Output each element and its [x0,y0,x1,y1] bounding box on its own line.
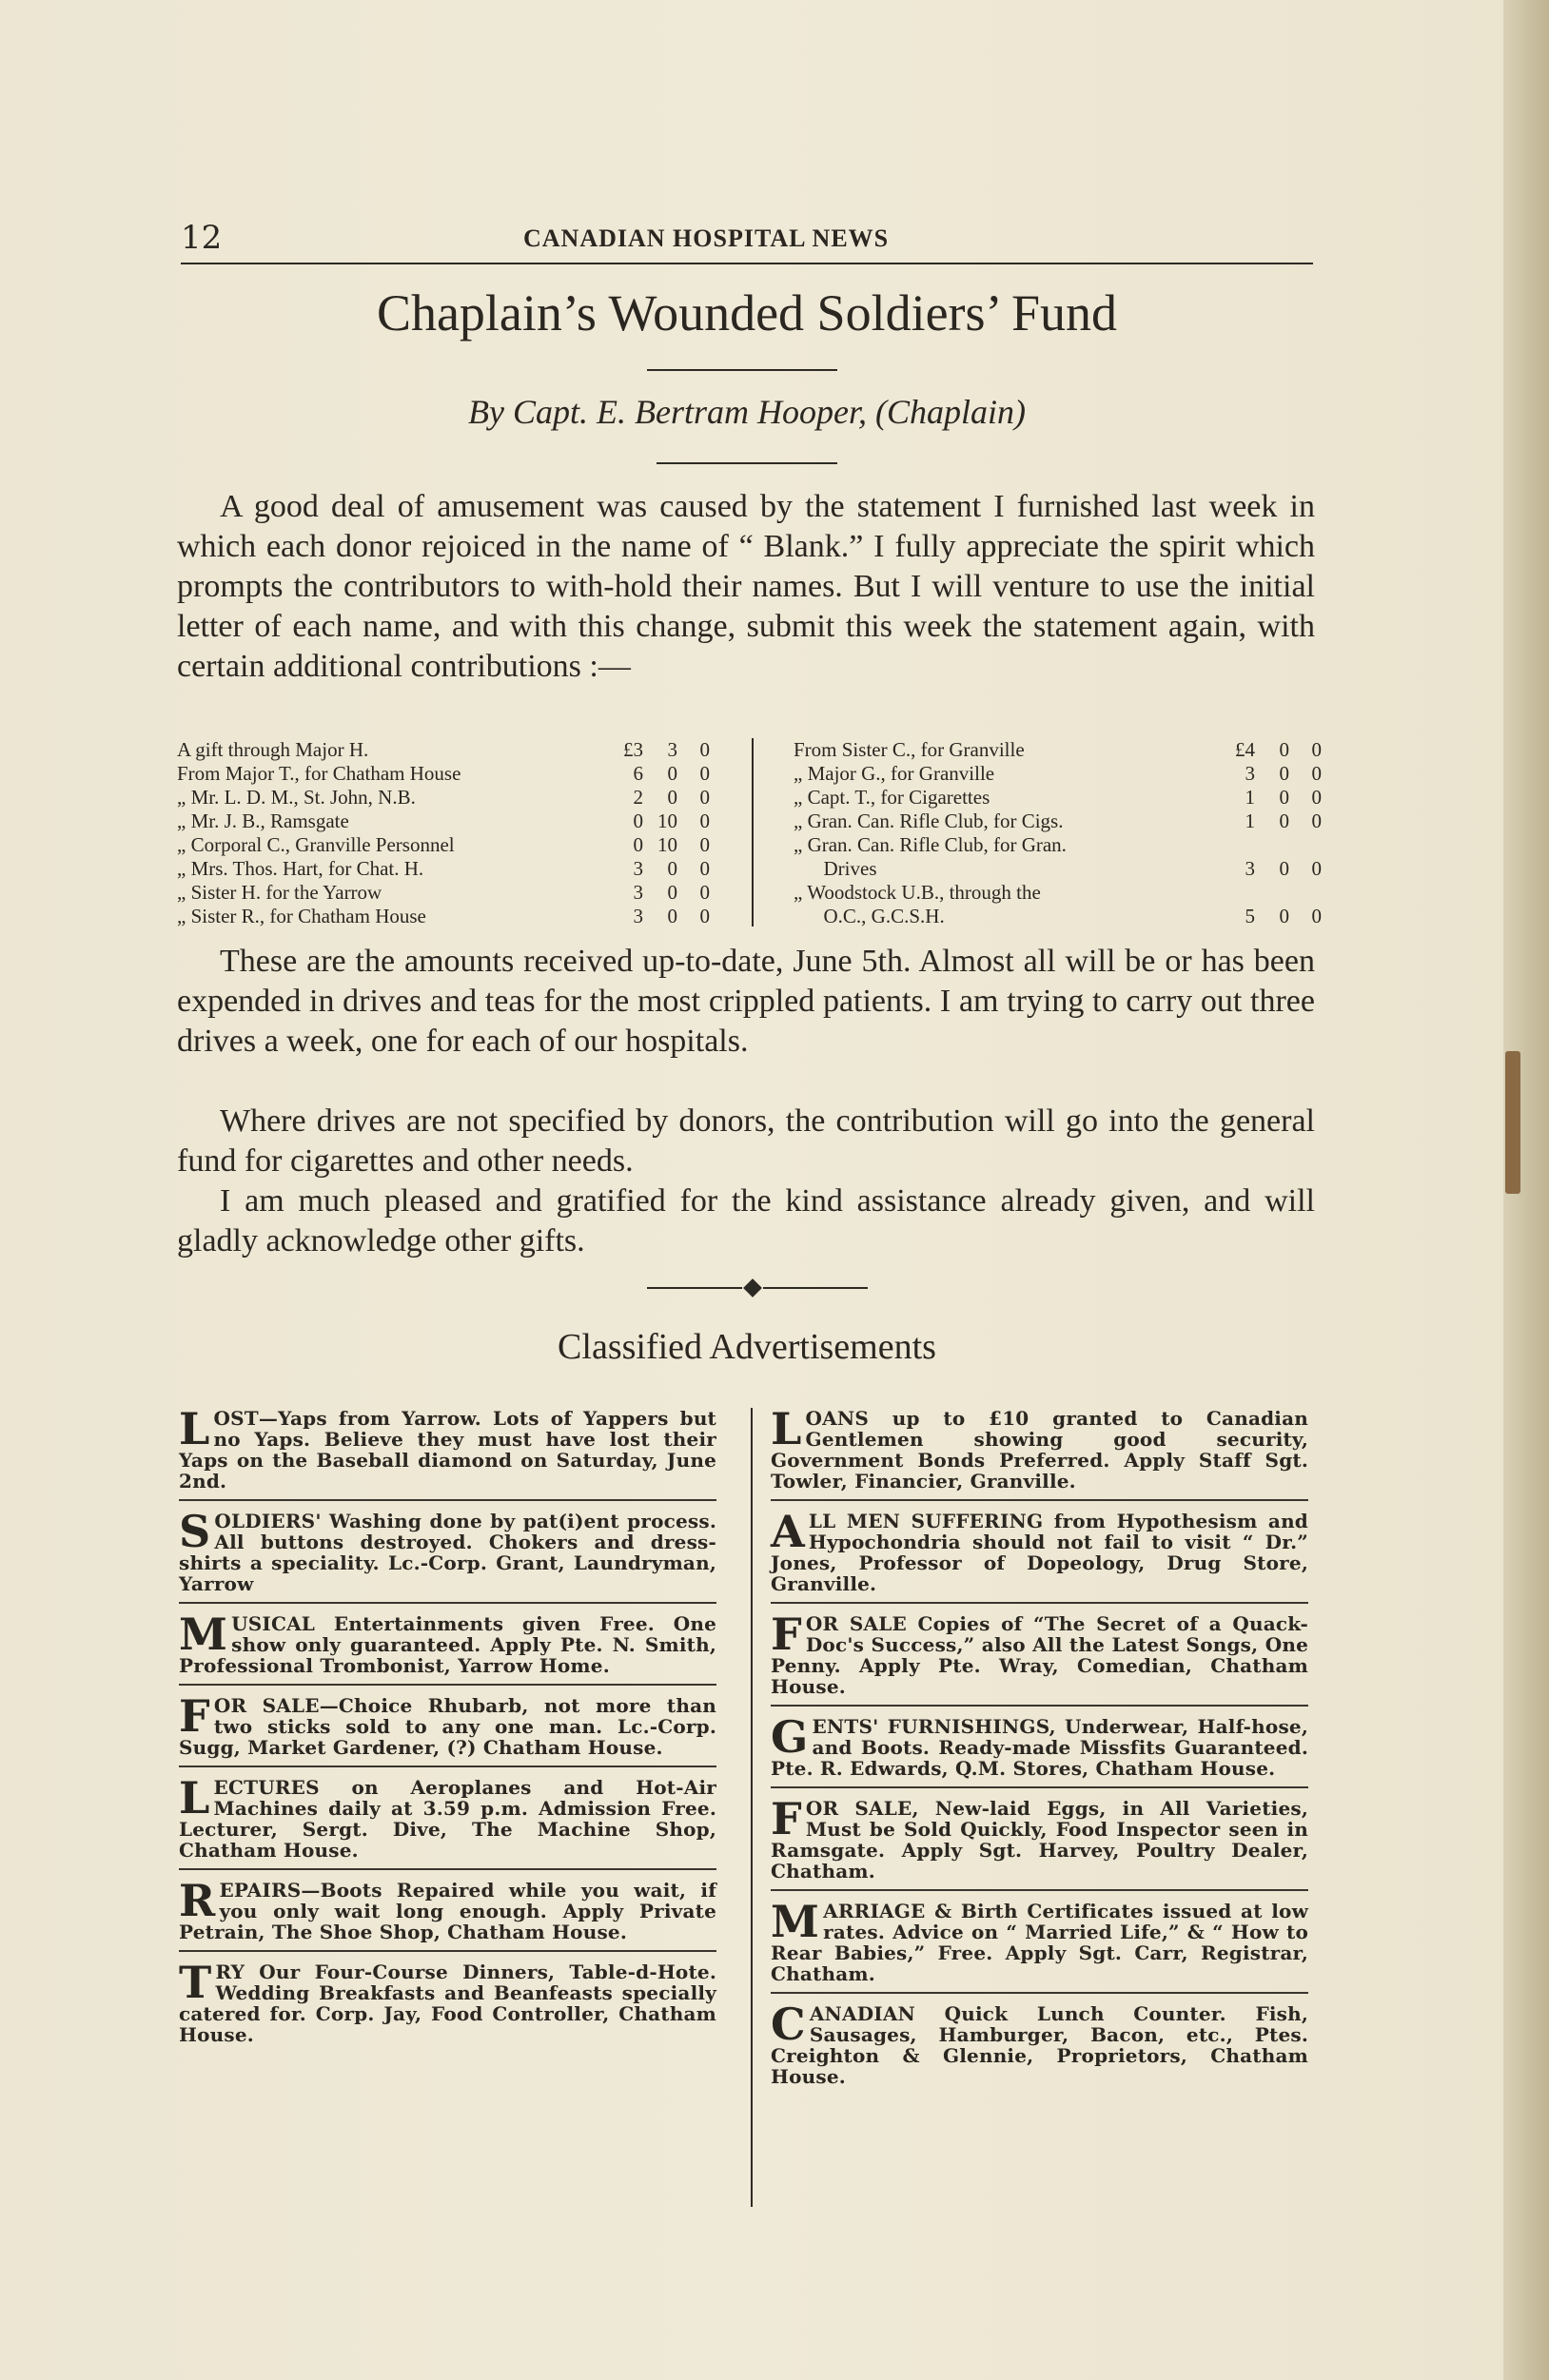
amount-pounds: 0 [633,833,643,856]
amount-shillings: 0 [1279,738,1289,761]
contribution-row [794,833,1322,857]
ad-initial: R [179,1875,216,1926]
ad-initial: L [771,1403,802,1454]
amount-shillings: 10 [657,833,677,856]
contribution-amount [609,881,710,905]
contributions-right [794,738,1322,928]
contribution-row [177,833,710,857]
article-title: Chaplain’s Wounded Soldiers’ Fund [376,284,1118,341]
amount-shillings: 10 [657,810,677,832]
ad-initial: L [179,1772,210,1824]
amount-pence [1289,881,1322,905]
contribution-amount [1221,786,1322,810]
contribution-amount [1221,833,1322,857]
ad-initial: F [771,1793,802,1844]
ad-text: OANS up to £10 granted to Canadian Gentlemen showing good security, Government Bonds Preferred. Apply Staff Sgt. Towler, Financier, Granville. [771,1407,1308,1492]
contribution-label: „ Major G., for Granville [794,762,995,785]
contribution-amount [609,810,710,833]
ad-initial: T [179,1957,212,2008]
ad-initial: F [179,1690,210,1742]
ads-column-left [179,1403,716,2062]
ad-text: ARRIAGE & Birth Certificates issued at low rates. Advice on “ Married Life,” & “ How to Rear Babies,” Free. Apply Sgt. Carr, Registrar, Chatham. [771,1900,1308,1985]
ad-text: OR SALE—Choice Rhubarb, not more than two sticks sold to any one man. Lc.-Corp. Sugg, Market Gardener, (?) Chatham House. [179,1694,716,1759]
ornament-rule-left [647,1287,742,1289]
amount-pounds: 6 [633,762,643,785]
classified-title: Classified Advertisements [558,1327,936,1367]
contribution-row [177,881,710,905]
amount-pence: 0 [699,905,710,927]
amount-shillings: 0 [1279,857,1289,880]
running-title: CANADIAN HOSPITAL NEWS [523,224,890,252]
classified-ad [771,1506,1308,1604]
classified-ad [771,1609,1308,1707]
amount-pence: 0 [1311,786,1322,809]
contribution-amount [1221,857,1322,881]
amount-pence: 0 [1311,762,1322,785]
ad-text: OR SALE Copies of “The Secret of a Quack-Doc's Success,” also All the Latest Songs, One Penny. Apply Pte. Wray, Comedian, Chatham House. [771,1612,1308,1698]
amount-shillings: 0 [1279,786,1289,809]
ads-column-right [771,1403,1308,2104]
contribution-label: „ Sister H. for the Yarrow [177,881,382,904]
contribution-row [794,857,1322,881]
amount-pence: 0 [699,786,710,809]
page-number: 12 [181,219,223,257]
amount-pence: 0 [1311,810,1322,832]
classified-ad [179,1875,716,1952]
contribution-row [177,762,710,786]
contribution-amount [1221,762,1322,786]
amount-pence: 0 [699,762,710,785]
contribution-amount [609,905,710,928]
amount-pence: 0 [1311,857,1322,880]
amount-shillings: 0 [667,857,677,880]
ads-divider [751,1408,753,2207]
amount-pounds: 5 [1245,905,1255,927]
ad-text: USICAL Entertainments given Free. One show only guaranteed. Apply Pte. N. Smith, Professional Trombonist, Yarrow Home. [179,1612,716,1677]
paragraph-amounts: These are the amounts received up-to-date, June 5th. Almost all will be or has been expended in drives and teas for the most crippled patients. I am trying to carry out three drives a week, one for each of our hospitals. [177,944,1315,1059]
contribution-label: A gift through Major H. [177,738,369,761]
amount-pence: 0 [699,810,710,832]
amount-pence: 0 [1311,738,1322,761]
amount-shillings: 0 [1279,905,1289,927]
amount-shillings: 0 [667,762,677,785]
amount-pounds: 3 [1245,762,1255,785]
contribution-amount [1221,881,1322,905]
classified-ad [179,1506,716,1604]
amount-pounds: 2 [633,786,643,809]
amount-pounds: £3 [623,738,643,761]
contribution-label: „ Capt. T., for Cigarettes [794,786,990,809]
amount-pence [1289,833,1322,857]
ad-text: OLDIERS' Washing done by pat(i)ent process. All buttons destroyed. Chokers and dress-shirts a speciality. Lc.-Corp. Grant, Laundryman, Yarrow [179,1510,716,1595]
classified-ad [771,1711,1308,1788]
contributions-divider [752,738,754,927]
ad-text: OR SALE, New-laid Eggs, in All Varieties, Must be Sold Quickly, Food Inspector seen in Ramsgate. Apply Sgt. Harvey, Poultry Dealer, Chatham. [771,1797,1308,1883]
ad-initial: A [771,1506,805,1557]
contributions-left [177,738,710,928]
amount-pence: 0 [699,833,710,856]
amount-pence: 0 [1311,905,1322,927]
amount-pounds: 1 [1245,786,1255,809]
classified-ad [771,1896,1308,1994]
classified-ad [179,1403,716,1501]
amount-shillings: 0 [1279,762,1289,785]
contribution-label: „ Woodstock U.B., through the [794,881,1041,904]
contribution-label: „ Gran. Can. Rifle Club, for Cigs. [794,810,1064,832]
contribution-row [794,786,1322,810]
amount-shillings [1255,881,1289,905]
contribution-label: „ Mr. J. B., Ramsgate [177,810,349,832]
binding-tab [1505,1051,1520,1194]
ornament-rule-right [763,1287,868,1289]
paragraph-thanks: I am much pleased and gratified for the kind assistance already given, and will gladly acknowledge other gifts. [177,1183,1315,1258]
contribution-label: Drives [794,857,877,880]
ad-initial: M [771,1896,820,1947]
contribution-amount [1221,810,1322,833]
contribution-amount [609,833,710,857]
amount-pence: 0 [699,738,710,761]
amount-pounds: 3 [1245,857,1255,880]
article-byline: By Capt. E. Bertram Hooper, (Chaplain) [468,393,1026,431]
ad-text: ECTURES on Aeroplanes and Hot-Air Machines daily at 3.59 p.m. Admission Free. Lecturer, Sergt. Dive, The Machine Shop, Chatham House. [179,1776,716,1862]
contribution-row [177,786,710,810]
ad-text: ENTS' FURNISHINGS, Underwear, Half-hose, and Boots. Ready-made Missfits Guaranteed. Pte. R. Edwards, Q.M. Stores, Chatham House. [771,1715,1308,1780]
byline-rule [657,462,837,464]
classified-ad [179,1609,716,1686]
classified-ad [179,1772,716,1870]
title-rule [647,369,837,371]
classified-ad [771,1793,1308,1891]
contribution-label: From Sister C., for Granville [794,738,1025,761]
page-header [181,219,1313,264]
ad-text: RY Our Four-Course Dinners, Table-d-Hote. Wedding Breakfasts and Beanfeasts specially catered for. Corp. Jay, Food Controller, Chatham House. [179,1961,716,2046]
contribution-label: „ Mrs. Thos. Hart, for Chat. H. [177,857,424,880]
amount-pounds: 3 [633,905,643,927]
contribution-row [794,762,1322,786]
ad-initial: F [771,1609,802,1660]
amount-shillings: 0 [1279,810,1289,832]
amount-shillings: 0 [667,881,677,904]
ad-initial: C [771,1999,806,2050]
amount-shillings: 3 [667,738,677,761]
classified-ad [771,1999,1308,2095]
contribution-row [177,905,710,928]
contribution-amount [609,857,710,881]
amount-shillings: 0 [667,786,677,809]
ad-initial: M [179,1609,228,1660]
ad-text: EPAIRS—Boots Repaired while you wait, if you only wait long enough. Apply Private Petrain, The Shoe Shop, Chatham House. [179,1879,716,1943]
contribution-amount [609,762,710,786]
classified-ad [179,1957,716,2053]
contribution-label: „ Corporal C., Granville Personnel [177,833,455,856]
ad-initial: L [179,1403,210,1454]
classified-ad [771,1403,1308,1501]
contribution-row [794,810,1322,833]
ad-initial: G [771,1711,809,1763]
ad-text: LL MEN SUFFERING from Hypothesism and Hypochondria should not fail to visit “ Dr.” Jones, Professor of Dopeology, Drug Store, Granville. [771,1510,1308,1595]
ad-text: ANADIAN Quick Lunch Counter. Fish, Sausages, Hamburger, Bacon, etc., Ptes. Creighton & Glennie, Proprietors, Chatham House. [771,2002,1308,2088]
contribution-label: „ Sister R., for Chatham House [177,905,426,927]
contribution-row [177,738,710,762]
amount-pounds: 1 [1245,810,1255,832]
contribution-amount [1221,738,1322,762]
contribution-label: From Major T., for Chatham House [177,762,461,785]
contribution-row [794,905,1322,928]
contribution-row [177,857,710,881]
amount-pounds [1221,881,1255,905]
amount-pence: 0 [699,881,710,904]
amount-pounds: 3 [633,857,643,880]
amount-pounds [1221,833,1255,857]
amount-pounds: 3 [633,881,643,904]
classified-ad [179,1690,716,1767]
contribution-label: „ Mr. L. D. M., St. John, N.B. [177,786,416,809]
amount-pounds: £4 [1235,738,1255,761]
contribution-row [177,810,710,833]
contribution-row [794,881,1322,905]
contribution-label: O.C., G.C.S.H. [794,905,945,927]
ad-initial: S [179,1506,211,1557]
contribution-row [794,738,1322,762]
amount-shillings: 0 [667,905,677,927]
amount-shillings [1255,833,1289,857]
contribution-amount [609,786,710,810]
amount-pounds: 0 [633,810,643,832]
contribution-amount [1221,905,1322,928]
intro-paragraph: A good deal of amusement was caused by the statement I furnished last week in which each donor rejoiced in the name of “ Blank.” I fully appreciate the spirit which prompts the contributors to with-hold their names. But I will venture to use the initial letter of each name, and with this change, submit this week the statement again, with certain additional contributions :— [177,489,1315,684]
paragraph-drives: Where drives are not specified by donors, the contribution will go into the general fund for cigarettes and other needs. [177,1103,1315,1179]
ad-text: OST—Yaps from Yarrow. Lots of Yappers but no Yaps. Believe they must have lost their Yaps on the Baseball diamond on Saturday, June 2nd. [179,1407,716,1492]
amount-pence: 0 [699,857,710,880]
contribution-label: „ Gran. Can. Rifle Club, for Gran. [794,833,1067,856]
contribution-amount [609,738,710,762]
